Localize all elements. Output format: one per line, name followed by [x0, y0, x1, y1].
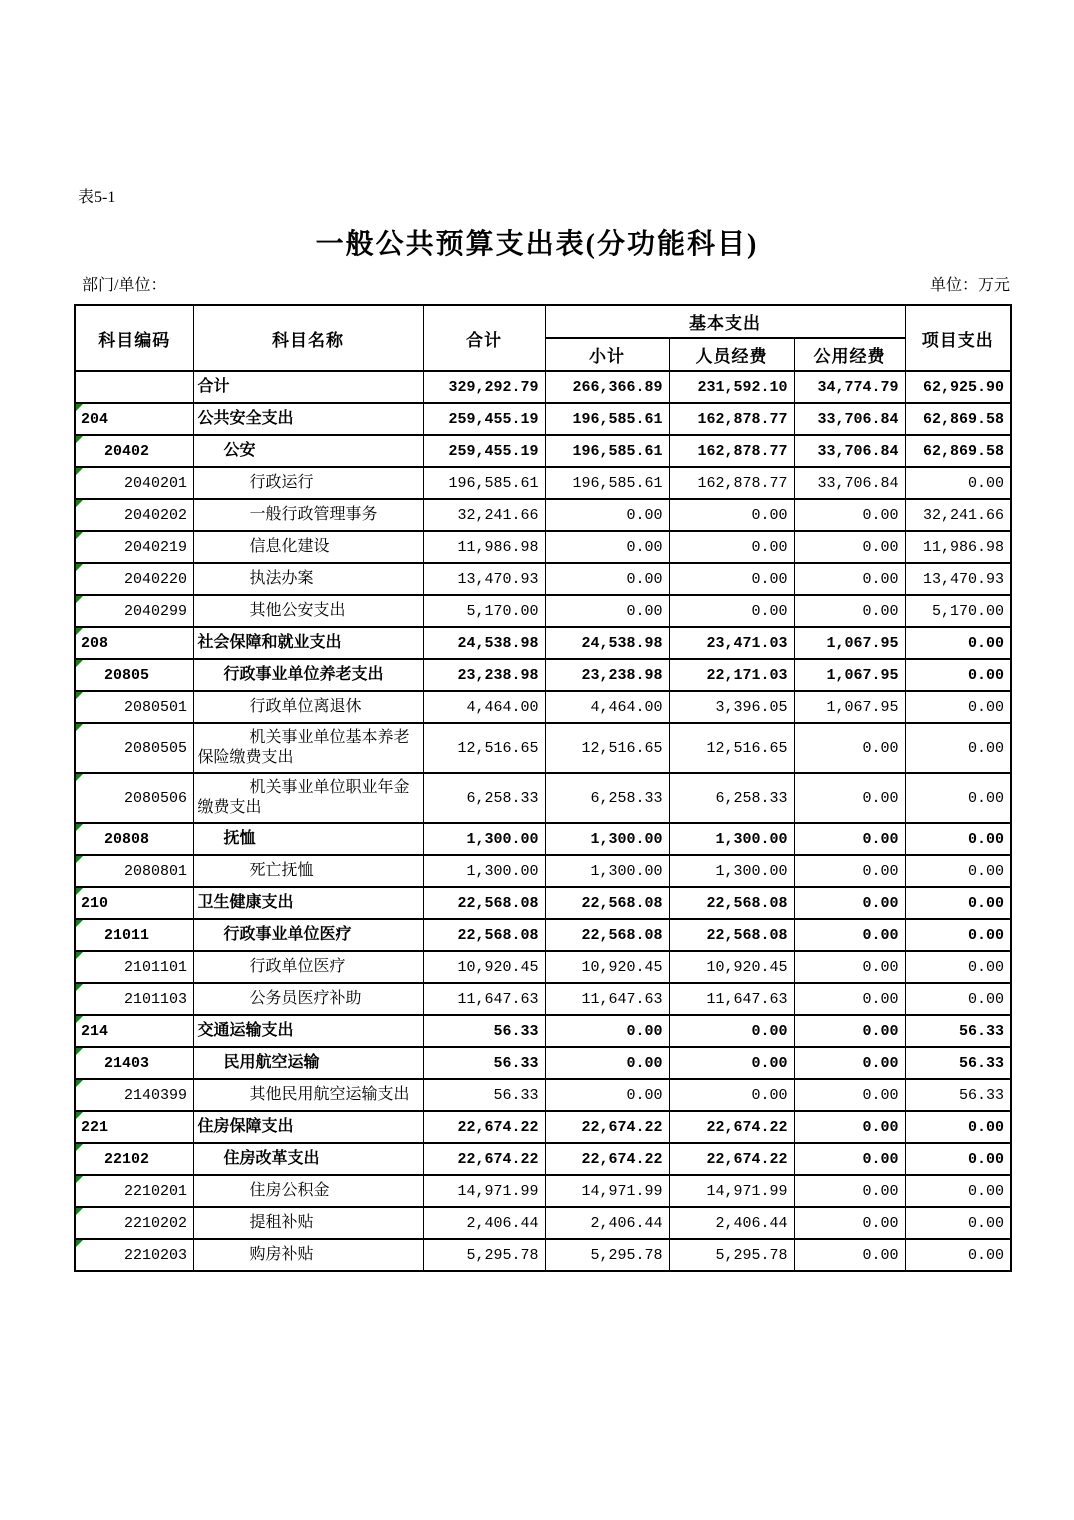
value-cell: 0.00 — [905, 1239, 1011, 1271]
value-cell: 10,920.45 — [669, 951, 794, 983]
subject-code-cell: 2040299 — [75, 595, 193, 627]
table-row — [75, 627, 1011, 659]
header-basic-expenditure: 基本支出 — [545, 305, 905, 338]
value-cell: 0.00 — [905, 1143, 1011, 1175]
subject-code-cell: 214 — [75, 1015, 193, 1047]
value-cell: 24,538.98 — [423, 627, 545, 659]
value-cell: 0.00 — [669, 1015, 794, 1047]
value-cell: 259,455.19 — [423, 435, 545, 467]
value-cell: 0.00 — [669, 595, 794, 627]
subject-name-cell: 住房改革支出 — [193, 1143, 423, 1175]
value-cell: 3,396.05 — [669, 691, 794, 723]
subject-name-cell: 住房公积金 — [193, 1175, 423, 1207]
value-cell: 1,300.00 — [423, 855, 545, 887]
cell-flag-triangle-icon — [76, 952, 83, 959]
subject-name-cell: 机关事业单位职业年金缴费支出 — [193, 773, 423, 823]
table-row — [75, 1111, 1011, 1143]
value-cell: 22,674.22 — [669, 1111, 794, 1143]
value-cell: 196,585.61 — [545, 435, 669, 467]
subject-name-cell: 行政事业单位养老支出 — [193, 659, 423, 691]
subject-code-cell: 2210201 — [75, 1175, 193, 1207]
table-body — [75, 371, 1011, 1271]
value-cell: 0.00 — [905, 887, 1011, 919]
value-cell: 0.00 — [905, 723, 1011, 773]
value-cell: 0.00 — [794, 499, 905, 531]
cell-flag-triangle-icon — [76, 660, 83, 667]
value-cell: 0.00 — [794, 773, 905, 823]
value-cell: 5,170.00 — [905, 595, 1011, 627]
value-cell: 0.00 — [794, 723, 905, 773]
value-cell: 11,647.63 — [669, 983, 794, 1015]
value-cell: 10,920.45 — [545, 951, 669, 983]
value-cell: 22,568.08 — [545, 887, 669, 919]
cell-flag-triangle-icon — [76, 888, 83, 895]
subject-name-cell: 其他公安支出 — [193, 595, 423, 627]
value-cell: 0.00 — [794, 1015, 905, 1047]
value-cell: 22,568.08 — [669, 887, 794, 919]
subject-code-cell: 2080505 — [75, 723, 193, 773]
cell-flag-triangle-icon — [76, 1048, 83, 1055]
table-row — [75, 773, 1011, 823]
table-number-label: 表5-1 — [78, 189, 116, 206]
value-cell: 1,300.00 — [545, 823, 669, 855]
cell-flag-triangle-icon — [76, 404, 83, 411]
budget-expenditure-table — [74, 304, 1012, 1272]
cell-flag-triangle-icon — [76, 1016, 83, 1023]
value-cell: 0.00 — [545, 499, 669, 531]
value-cell: 22,568.08 — [423, 919, 545, 951]
value-cell: 0.00 — [905, 855, 1011, 887]
cell-flag-triangle-icon — [76, 774, 83, 781]
value-cell: 2,406.44 — [669, 1207, 794, 1239]
value-cell: 162,878.77 — [669, 435, 794, 467]
header-subject-name: 科目名称 — [193, 305, 423, 371]
subject-code-cell: 2210203 — [75, 1239, 193, 1271]
subject-name-cell: 民用航空运输 — [193, 1047, 423, 1079]
meta-row — [74, 272, 1010, 295]
value-cell: 0.00 — [545, 531, 669, 563]
value-cell: 0.00 — [905, 773, 1011, 823]
value-cell: 0.00 — [669, 1047, 794, 1079]
header-project-expenditure: 项目支出 — [905, 305, 1011, 371]
subject-name-cell: 行政单位医疗 — [193, 951, 423, 983]
cell-flag-triangle-icon — [76, 824, 83, 831]
subject-name-cell: 交通运输支出 — [193, 1015, 423, 1047]
value-cell: 24,538.98 — [545, 627, 669, 659]
value-cell: 62,925.90 — [905, 371, 1011, 403]
value-cell: 0.00 — [545, 1047, 669, 1079]
value-cell: 32,241.66 — [905, 499, 1011, 531]
subject-code-cell: 2210202 — [75, 1207, 193, 1239]
subject-code-cell: 2101101 — [75, 951, 193, 983]
value-cell: 0.00 — [794, 919, 905, 951]
table-row — [75, 1015, 1011, 1047]
value-cell: 2,406.44 — [423, 1207, 545, 1239]
value-cell: 22,171.03 — [669, 659, 794, 691]
subject-name-cell: 公安 — [193, 435, 423, 467]
currency-unit-label: 单位：万元 — [929, 277, 1010, 294]
subject-name-cell: 机关事业单位基本养老保险缴费支出 — [193, 723, 423, 773]
subject-name-cell: 公共安全支出 — [193, 403, 423, 435]
value-cell: 0.00 — [545, 563, 669, 595]
value-cell: 0.00 — [669, 499, 794, 531]
subject-name-cell: 行政事业单位医疗 — [193, 919, 423, 951]
table-row — [75, 499, 1011, 531]
value-cell: 0.00 — [794, 1143, 905, 1175]
value-cell: 13,470.93 — [423, 563, 545, 595]
subject-code-cell: 204 — [75, 403, 193, 435]
cell-flag-triangle-icon — [76, 532, 83, 539]
table-row — [75, 723, 1011, 773]
value-cell: 4,464.00 — [545, 691, 669, 723]
cell-flag-triangle-icon — [76, 1176, 83, 1183]
value-cell: 0.00 — [545, 1015, 669, 1047]
subject-code-cell: 20808 — [75, 823, 193, 855]
value-cell: 0.00 — [545, 1079, 669, 1111]
table-row — [75, 1143, 1011, 1175]
value-cell: 0.00 — [905, 1175, 1011, 1207]
value-cell: 11,986.98 — [905, 531, 1011, 563]
value-cell: 22,674.22 — [545, 1111, 669, 1143]
value-cell: 5,295.78 — [545, 1239, 669, 1271]
value-cell: 1,067.95 — [794, 691, 905, 723]
value-cell: 23,238.98 — [545, 659, 669, 691]
value-cell: 56.33 — [423, 1079, 545, 1111]
department-unit-label: 部门/单位： — [82, 277, 167, 294]
cell-flag-triangle-icon — [76, 920, 83, 927]
cell-flag-triangle-icon — [76, 596, 83, 603]
value-cell: 6,258.33 — [423, 773, 545, 823]
subject-name-cell: 死亡抚恤 — [193, 855, 423, 887]
subject-code-cell: 210 — [75, 887, 193, 919]
subject-name-cell: 行政运行 — [193, 467, 423, 499]
value-cell: 10,920.45 — [423, 951, 545, 983]
value-cell: 62,869.58 — [905, 403, 1011, 435]
subject-name-cell: 行政单位离退休 — [193, 691, 423, 723]
value-cell: 0.00 — [794, 855, 905, 887]
header-total: 合计 — [423, 305, 545, 371]
subject-code-cell — [75, 371, 193, 403]
subject-code-cell: 2040219 — [75, 531, 193, 563]
value-cell: 33,706.84 — [794, 467, 905, 499]
table-row — [75, 531, 1011, 563]
table-row — [75, 403, 1011, 435]
value-cell: 0.00 — [905, 951, 1011, 983]
table-row — [75, 659, 1011, 691]
value-cell: 62,869.58 — [905, 435, 1011, 467]
value-cell: 196,585.61 — [423, 467, 545, 499]
table-row — [75, 887, 1011, 919]
subject-code-cell: 2101103 — [75, 983, 193, 1015]
value-cell: 259,455.19 — [423, 403, 545, 435]
value-cell: 196,585.61 — [545, 403, 669, 435]
value-cell: 1,300.00 — [545, 855, 669, 887]
cell-flag-triangle-icon — [76, 500, 83, 507]
value-cell: 4,464.00 — [423, 691, 545, 723]
value-cell: 56.33 — [423, 1015, 545, 1047]
value-cell: 196,585.61 — [545, 467, 669, 499]
table-row — [75, 855, 1011, 887]
value-cell: 0.00 — [794, 595, 905, 627]
table-row — [75, 691, 1011, 723]
value-cell: 0.00 — [545, 595, 669, 627]
table-row — [75, 1047, 1011, 1079]
table-row — [75, 1207, 1011, 1239]
value-cell: 11,986.98 — [423, 531, 545, 563]
value-cell: 0.00 — [905, 983, 1011, 1015]
value-cell: 34,774.79 — [794, 371, 905, 403]
table-row — [75, 595, 1011, 627]
value-cell: 11,647.63 — [423, 983, 545, 1015]
value-cell: 13,470.93 — [905, 563, 1011, 595]
header-public-funds: 公用经费 — [794, 338, 905, 371]
value-cell: 56.33 — [423, 1047, 545, 1079]
table-row — [75, 467, 1011, 499]
value-cell: 0.00 — [905, 823, 1011, 855]
table-header — [75, 305, 1011, 371]
value-cell: 11,647.63 — [545, 983, 669, 1015]
subject-code-cell: 21011 — [75, 919, 193, 951]
subject-name-cell: 住房保障支出 — [193, 1111, 423, 1143]
subject-name-cell: 购房补贴 — [193, 1239, 423, 1271]
value-cell: 1,300.00 — [423, 823, 545, 855]
cell-flag-triangle-icon — [76, 1080, 83, 1087]
header-subject-code: 科目编码 — [75, 305, 193, 371]
cell-flag-triangle-icon — [76, 436, 83, 443]
cell-flag-triangle-icon — [76, 984, 83, 991]
value-cell: 22,674.22 — [423, 1143, 545, 1175]
value-cell: 0.00 — [669, 531, 794, 563]
value-cell: 0.00 — [794, 823, 905, 855]
value-cell: 0.00 — [669, 1079, 794, 1111]
subject-code-cell: 221 — [75, 1111, 193, 1143]
value-cell: 0.00 — [794, 563, 905, 595]
subject-code-cell: 21403 — [75, 1047, 193, 1079]
value-cell: 0.00 — [669, 563, 794, 595]
table-row — [75, 563, 1011, 595]
subject-name-cell: 一般行政管理事务 — [193, 499, 423, 531]
subject-name-cell: 合计 — [193, 371, 423, 403]
value-cell: 1,300.00 — [669, 823, 794, 855]
subject-code-cell: 2080506 — [75, 773, 193, 823]
cell-flag-triangle-icon — [76, 1144, 83, 1151]
cell-flag-triangle-icon — [76, 692, 83, 699]
value-cell: 0.00 — [905, 1207, 1011, 1239]
subject-name-cell: 抚恤 — [193, 823, 423, 855]
value-cell: 5,295.78 — [669, 1239, 794, 1271]
value-cell: 12,516.65 — [545, 723, 669, 773]
value-cell: 0.00 — [905, 919, 1011, 951]
value-cell: 6,258.33 — [669, 773, 794, 823]
value-cell: 56.33 — [905, 1047, 1011, 1079]
value-cell: 0.00 — [794, 1111, 905, 1143]
value-cell: 22,568.08 — [423, 887, 545, 919]
value-cell: 23,471.03 — [669, 627, 794, 659]
subject-code-cell: 2140399 — [75, 1079, 193, 1111]
table-row — [75, 983, 1011, 1015]
table-row — [75, 951, 1011, 983]
cell-flag-triangle-icon — [76, 724, 83, 731]
value-cell: 0.00 — [794, 1175, 905, 1207]
value-cell: 5,170.00 — [423, 595, 545, 627]
cell-flag-triangle-icon — [76, 1112, 83, 1119]
value-cell: 231,592.10 — [669, 371, 794, 403]
cell-flag-triangle-icon — [76, 1208, 83, 1215]
value-cell: 0.00 — [794, 887, 905, 919]
subject-name-cell: 卫生健康支出 — [193, 887, 423, 919]
subject-code-cell: 2080801 — [75, 855, 193, 887]
value-cell: 23,238.98 — [423, 659, 545, 691]
value-cell: 0.00 — [794, 1207, 905, 1239]
value-cell: 0.00 — [905, 467, 1011, 499]
subject-name-cell: 公务员医疗补助 — [193, 983, 423, 1015]
value-cell: 14,971.99 — [669, 1175, 794, 1207]
value-cell: 22,568.08 — [545, 919, 669, 951]
value-cell: 0.00 — [794, 1047, 905, 1079]
table-row — [75, 1239, 1011, 1271]
header-personnel-funds: 人员经费 — [669, 338, 794, 371]
cell-flag-triangle-icon — [76, 1240, 83, 1247]
value-cell: 56.33 — [905, 1015, 1011, 1047]
subject-code-cell: 20402 — [75, 435, 193, 467]
subject-code-cell: 2040220 — [75, 563, 193, 595]
value-cell: 0.00 — [794, 531, 905, 563]
subject-code-cell: 20805 — [75, 659, 193, 691]
cell-flag-triangle-icon — [76, 564, 83, 571]
subject-code-cell: 22102 — [75, 1143, 193, 1175]
subject-name-cell: 提租补贴 — [193, 1207, 423, 1239]
value-cell: 266,366.89 — [545, 371, 669, 403]
table-row — [75, 371, 1011, 403]
subject-code-cell: 208 — [75, 627, 193, 659]
value-cell: 56.33 — [905, 1079, 1011, 1111]
table-row — [75, 1079, 1011, 1111]
value-cell: 12,516.65 — [423, 723, 545, 773]
value-cell: 14,971.99 — [545, 1175, 669, 1207]
value-cell: 1,067.95 — [794, 659, 905, 691]
subject-code-cell: 2040201 — [75, 467, 193, 499]
value-cell: 1,300.00 — [669, 855, 794, 887]
value-cell: 33,706.84 — [794, 435, 905, 467]
table-row — [75, 435, 1011, 467]
table-row — [75, 823, 1011, 855]
subject-name-cell: 社会保障和就业支出 — [193, 627, 423, 659]
header-subtotal: 小计 — [545, 338, 669, 371]
value-cell: 0.00 — [794, 1079, 905, 1111]
table-row — [75, 1175, 1011, 1207]
subject-code-cell: 2040202 — [75, 499, 193, 531]
value-cell: 6,258.33 — [545, 773, 669, 823]
subject-code-cell: 2080501 — [75, 691, 193, 723]
subject-name-cell: 执法办案 — [193, 563, 423, 595]
value-cell: 162,878.77 — [669, 467, 794, 499]
value-cell: 22,568.08 — [669, 919, 794, 951]
value-cell: 0.00 — [905, 691, 1011, 723]
cell-flag-triangle-icon — [76, 628, 83, 635]
value-cell: 22,674.22 — [545, 1143, 669, 1175]
value-cell: 33,706.84 — [794, 403, 905, 435]
value-cell: 0.00 — [794, 1239, 905, 1271]
value-cell: 162,878.77 — [669, 403, 794, 435]
value-cell: 0.00 — [794, 983, 905, 1015]
value-cell: 329,292.79 — [423, 371, 545, 403]
subject-name-cell: 其他民用航空运输支出 — [193, 1079, 423, 1111]
value-cell: 5,295.78 — [423, 1239, 545, 1271]
cell-flag-triangle-icon — [76, 856, 83, 863]
table-row — [75, 919, 1011, 951]
value-cell: 12,516.65 — [669, 723, 794, 773]
cell-flag-triangle-icon — [76, 468, 83, 475]
page-title: 一般公共预算支出表(分功能科目) — [315, 229, 759, 260]
value-cell: 0.00 — [794, 951, 905, 983]
value-cell: 0.00 — [905, 659, 1011, 691]
value-cell: 22,674.22 — [423, 1111, 545, 1143]
value-cell: 1,067.95 — [794, 627, 905, 659]
value-cell: 0.00 — [905, 627, 1011, 659]
value-cell: 14,971.99 — [423, 1175, 545, 1207]
subject-name-cell: 信息化建设 — [193, 531, 423, 563]
value-cell: 32,241.66 — [423, 499, 545, 531]
value-cell: 0.00 — [905, 1111, 1011, 1143]
value-cell: 2,406.44 — [545, 1207, 669, 1239]
value-cell: 22,674.22 — [669, 1143, 794, 1175]
